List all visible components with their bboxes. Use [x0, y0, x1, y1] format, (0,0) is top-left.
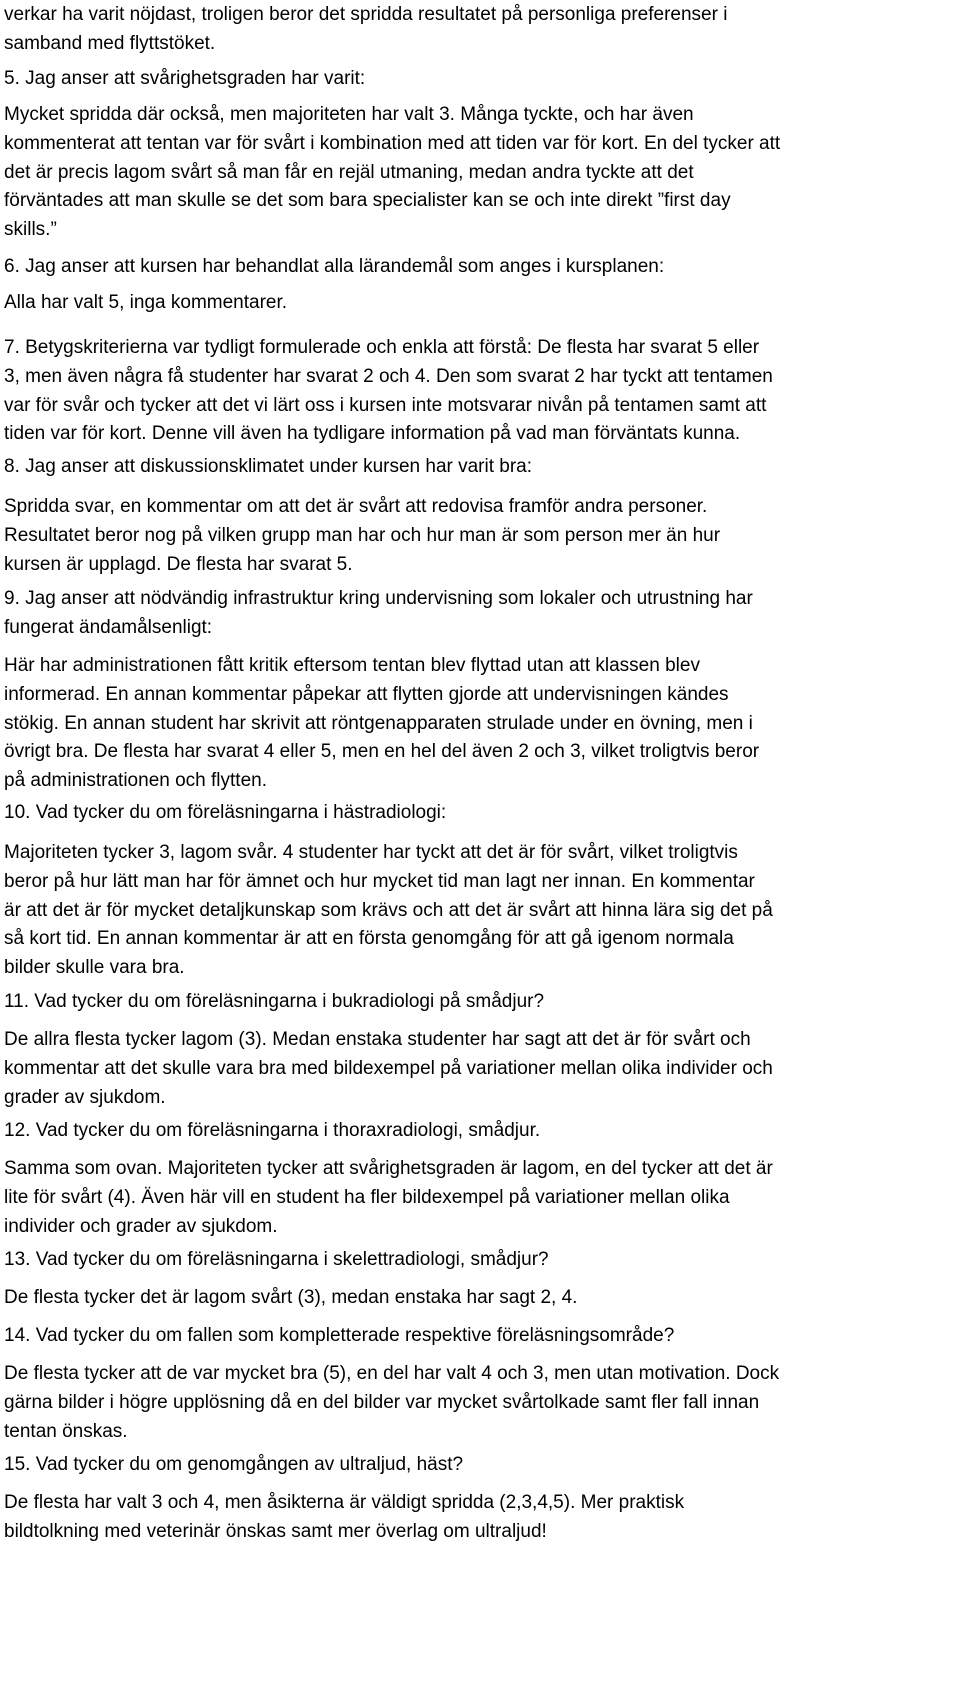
answer-10: Majoriteten tycker 3, lagom svår. 4 studenter har tyckt att det är för svårt, vilket troligtvis beror på hur lätt man har för ämnet och hur mycket tid man lagt ner innan. En kommentar är att det är för mycket detaljkunskap som krävs och att det är svårt att hinna lära sig det på så kort tid. En annan kommentar är att en första genomgång för att gå igenom normala bilder skulle vara bra. — [4, 842, 773, 979]
question-11: 11. Vad tycker du om föreläsningarna i bukradiologi på smådjur? — [4, 991, 545, 1012]
answer-9: Här har administrationen fått kritik eftersom tentan blev flyttad utan att klassen blev informerad. En annan kommentar påpekar att flytten gjorde att undervisningen kändes stökig. En annan student har skrivit att röntgenapparaten strulade under en övning, men i övrigt bra. De flesta har svarat 4 eller 5, men en hel del även 2 och 3, vilket troligtvis beror på administrationen och flytten. — [4, 655, 760, 792]
question-15: 15. Vad tycker du om genomgången av ultraljud, häst? — [4, 1454, 464, 1475]
question-7-and-answer: 7. Betygskriterierna var tydligt formulerade och enkla att förstå: De flesta har svarat 5 eller 3, men även några få studenter har svarat 2 och 4. Den som svarat 2 har tyckt att tentamen var för svår och tycker att det vi lärt oss i kursen inte motsvarar nivån på tentamen samt att tiden var för kort. Denne vill även ha tydligare information på vad man förväntats kunna. — [4, 337, 773, 445]
question-12: 12. Vad tycker du om föreläsningarna i thoraxradiologi, smådjur. — [4, 1120, 541, 1141]
answer-6: Alla har valt 5, inga kommentarer. — [4, 292, 288, 313]
paragraph-intro-continuation: verkar ha varit nöjdast, troligen beror det spridda resultatet på personliga preferenser i samband med flyttstöket. — [4, 4, 728, 54]
answer-11: De allra flesta tycker lagom (3). Medan enstaka studenter har sagt att det är för svårt och kommentar att det skulle vara bra med bildexempel på variationer mellan olika individer och grader av sjukdom. — [4, 1029, 773, 1108]
answer-8: Spridda svar, en kommentar om att det är svårt att redovisa framför andra personer. Resultatet beror nog på vilken grupp man har och hur man är som person mer än hur kursen är upplagd. De flesta har svarat 5. — [4, 496, 721, 575]
answer-5: Mycket spridda där också, men majoriteten har valt 3. Många tyckte, och har även kommenterat att tentan var för svårt i kombination med att tiden var för kort. En del tycker att det är precis lagom svårt så man får en rejäl utmaning, medan andra tyckte att det förväntades att man skulle se det som bara specialister kan se och inte direkt ”first day skills.” — [4, 104, 781, 241]
question-10: 10. Vad tycker du om föreläsningarna i hästradiologi: — [4, 802, 447, 823]
question-14: 14. Vad tycker du om fallen som kompletterade respektive föreläsningsområde? — [4, 1325, 675, 1346]
question-8: 8. Jag anser att diskussionsklimatet under kursen har varit bra: — [4, 456, 533, 477]
answer-14: De flesta tycker att de var mycket bra (5), en del har valt 4 och 3, men utan motivation. Dock gärna bilder i högre upplösning då en del bilder var mycket svårtolkade samt fler fall innan tentan önskas. — [4, 1363, 780, 1442]
question-5: 5. Jag anser att svårighetsgraden har varit: — [4, 68, 366, 89]
question-6: 6. Jag anser att kursen har behandlat alla lärandemål som anges i kursplanen: — [4, 256, 665, 277]
answer-13: De flesta tycker det är lagom svårt (3), medan enstaka har sagt 2, 4. — [4, 1287, 578, 1308]
answer-12: Samma som ovan. Majoriteten tycker att svårighetsgraden är lagom, en del tycker att det är lite för svårt (4). Även här vill en student ha fler bildexempel på variationer mellan olika individer och grader av sjukdom. — [4, 1158, 773, 1237]
question-13: 13. Vad tycker du om föreläsningarna i skelettradiologi, smådjur? — [4, 1249, 549, 1270]
question-9: 9. Jag anser att nödvändig infrastruktur kring undervisning som lokaler och utrustning har fungerat ändamålsenligt: — [4, 588, 753, 638]
answer-15: De flesta har valt 3 och 4, men åsikterna är väldigt spridda (2,3,4,5). Mer praktisk bildtolkning med veterinär önskas samt mer överlag om ultraljud! — [4, 1492, 685, 1542]
